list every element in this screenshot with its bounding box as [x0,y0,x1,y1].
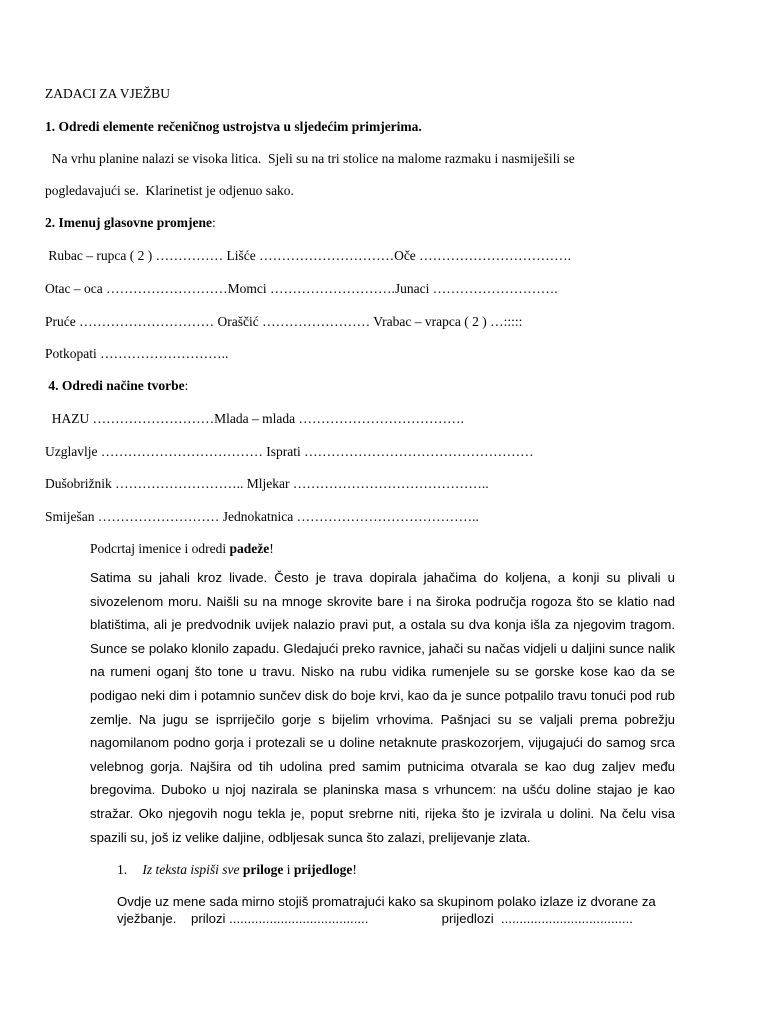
task6-heading-end: ! [352,862,357,877]
task4-heading-text: 4. Odredi načine tvorbe [45,378,185,393]
task6-number: 1. [117,862,128,877]
task2-heading-text: 2. Imenuj glasovne promjene [45,215,212,230]
task6-heading-italic: Iz teksta ispiši sve [142,862,243,877]
task4-row: Uzglavlje ……………………………… Isprati …………………………………………… [45,444,534,459]
task2-heading [45,215,216,231]
task5-heading [90,541,274,557]
task6-heading-bold: prijedloge [293,862,353,877]
task6-text-line: vježbanje. prilozi ...................................... prijedlozi .................................... [117,911,633,926]
task4-row: Smiješan ……………………… Jednokatnica ………………………………….. [45,509,479,524]
task4-row: HAZU ………………………Mlada – mlada ………………………………. [45,411,464,426]
task5-heading-end: ! [269,541,274,556]
task4-heading-colon: : [184,378,189,393]
task4-row: Dušobrižnik ……………………….. Mljekar …………………………………….. [45,476,489,491]
task2-row: Pruće ………………………… Oraščić …………………… Vrabac – vrapca ( 2 ) …::::: [45,314,523,329]
task2-row: Potkopati ……………………….. [45,346,229,361]
task2-row: Rubac – rupca ( 2 ) …………… Lišće …………………………Oče ……………………………. [45,248,572,263]
page-title: ZADACI ZA VJEŽBU [45,86,171,101]
task5-heading-bold: padeže [229,541,270,556]
task2-heading-colon: : [212,215,216,230]
task5-heading-text: Podcrtaj imenice i odredi [90,541,230,556]
task1-text-line: Na vrhu planine nalazi se visoka litica. Sjeli su na tri stolice na malome razmaku i nasmiješili se [45,151,575,166]
task5-passage: Satima su jahali kroz livade. Često je trava dopirala jahačima do koljena, a konji su plivali u sivozelenom moru. Naišli su na mnoge skrovite bare i na široka područja rogoza što se klatio nad blatištima, ali je predvodnik uvijek nalazio pravi put, a ostala su dva konja išla za njegovim tragom. Sunce se polako klonilo zapadu. Gledajući preko ravnice, jahači su načas vidjeli u daljini sunce nalik na rumeni oganj što tone u travu. Nisko na rubu vidika rumenjele su se gorske kose kao da se podigao neki dim i potamnio sunčev disk do boje krvi, kao da je sunce potpalilo travu tonući pod rub zemlje. Na jugu se isprriječilo gorje s bijelim vrhovima. Pašnjaci su se valjali prema pobrežju nagomilanom podno gorja i protezali se u doline netaknute praskozorjem, vijugajući do samog srca velebnog gorja. Najšira od tih udolina pred samim putnicima otvarala se kao dug zaljev među bregovima. Duboko u njoj nazirala se planinska masa s vrhuncem: na ušću doline stajao je kao stražar. Oko njegovih nogu tekla je, poput srebrne niti, rijeka što je izvirala u dolini. Na čelu visa spazili su, još iz velike daljine, odbljesak sunca što zalazi, prelijevanje zlata. [90,570,675,845]
task6-heading [117,862,357,878]
task1-text-line: pogledavajući se. Klarinetist je odjenuo sako. [45,183,294,198]
task1-heading: 1. Odredi elemente rečeničnog ustrojstva u sljedećim primjerima. [45,119,422,134]
task4-heading [45,378,188,394]
task6-heading-mid: i [283,862,294,877]
task6-text-line: Ovdje uz mene sada mirno stojiš promatrajući kako sa skupinom polako izlaze iz dvorane za [117,894,656,909]
task2-row: Otac – oca ………………………Momci ……………………….Junaci ………………………. [45,281,558,296]
task6-heading-bold: priloge [242,862,284,877]
